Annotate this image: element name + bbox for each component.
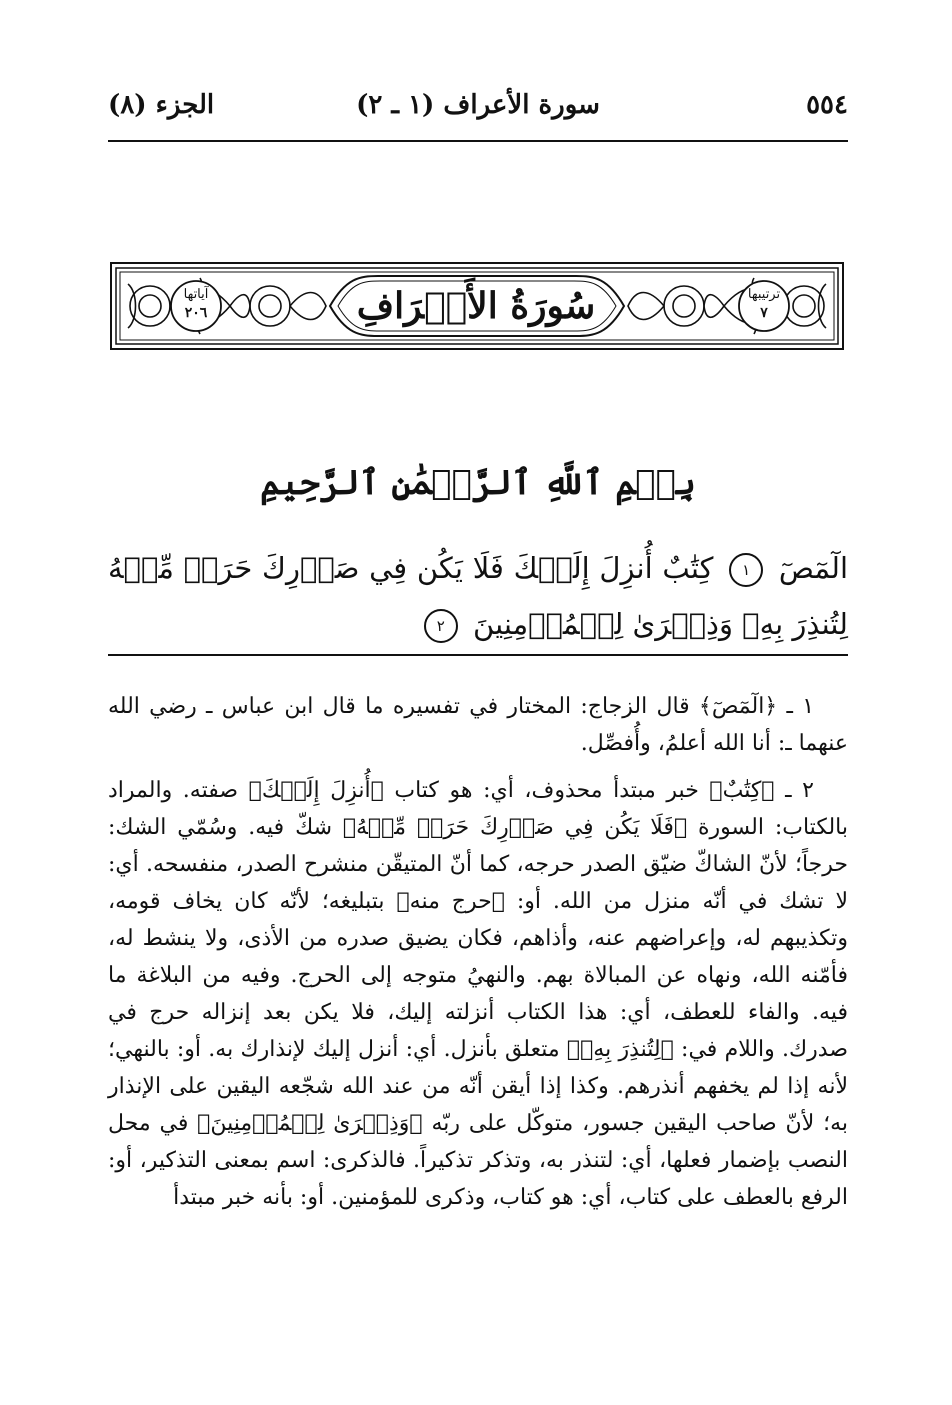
verses-count-number: ٢٠٦ xyxy=(184,305,208,321)
surah-banner xyxy=(110,262,844,350)
juz-label: الجزء (٨) xyxy=(108,90,215,120)
verses-divider xyxy=(108,654,848,656)
basmala: بِسۡمِ ٱللَّهِ ٱلرَّحۡمَٰنِ ٱلرَّحِيمِ xyxy=(260,463,696,503)
verse-1-text: الٓمٓصٓ xyxy=(778,551,849,585)
commentary-paragraph-1: ١ ـ ﴿الٓمٓصٓ﴾ قال الزجاج: المختار في تفسيره ما قال ابن عباس ـ رضي الله عنهما ـ: أنا الله أعلمُ، وأُفصِّل. xyxy=(108,694,848,756)
verses-count-label: آياتها xyxy=(183,287,209,302)
header-divider xyxy=(108,140,848,142)
verse-2-number-marker: ٢ xyxy=(424,609,458,643)
commentary-paragraph-2: ٢ ـ ﴿كِتَٰبٌ﴾ خبر مبتدأ محذوف، أي: هو كتاب ﴿أُنزِلَ إِلَيۡكَ﴾ صفته. والمراد بالكتاب: السورة ﴿فَلَا يَكُن فِي صَدۡرِكَ حَرَجٞ مِّنۡهُ﴾ شكّ فيه. وسُمّي الشك: حرجاً؛ لأنّ الشاكّ ضيّق الصدر حرجه، كما أنّ المتيقّن منشرح الصدر، منفسحه. أي: لا تشك في أنّه منزل من الله. أو: ﴿حرج منه﴾ بتبليغه؛ لأنّه كان يخاف قومه، وتكذيبهم له، وإعراضهم عنه، وأذاهم، فكان يضيق صدره من الأذى، ولا ينشط له، فأمّنه الله، ونهاه عن المبالاة بهم. والنهيُ متوجه إلى الحرج. وفيه من البلاغة ما فيه. والفاء للعطف، أي: هذا الكتاب أنزلته إليك، فلا يكن بعد إنزاله حرج في صدرك. واللام في: ﴿لِتُنذِرَ بِهِۦ﴾ متعلق بأنزل. أي: أنزل إليك لإنذارك به. أو: بالنهي؛ لأنه إذا لم يخفهم أنذرهم. وكذا إذا أيقن أنّه من عند الله شجّعه اليقين على الإنذار به؛ لأنّ صاحب اليقين جسور، متوكّل على ربّه ﴿وَذِكۡرَىٰ لِلۡمُؤۡمِنِينَ﴾ في محل النصب بإضمار فعلها، أي: لتنذر به، وتذكر تذكيراً. فالذكرى: اسم بمعنى التذكير، أو: الرفع بالعطف على كتاب، أي: هو كتاب، وذكرى للمؤمنين. أو: بأنه خبر مبتدأ xyxy=(108,778,848,1210)
quran-verses xyxy=(108,540,848,652)
verse-2-text: كِتَٰبٌ أُنزِلَ إِلَيۡكَ فَلَا يَكُن فِي صَدۡرِكَ حَرَجٞ مِّنۡهُ لِتُنذِرَ بِهِۦ وَذِكۡرَىٰ لِلۡمُؤۡمِنِينَ xyxy=(108,551,848,641)
page-number: ٥٥٤ xyxy=(806,90,848,120)
verses-count-medallion xyxy=(170,280,222,332)
commentary xyxy=(108,688,848,1216)
order-medallion xyxy=(738,280,790,332)
order-label: ترتيبها xyxy=(747,287,781,302)
order-number: ٧ xyxy=(760,305,768,321)
surah-title: سُورَةُ الأَعۡرَافِ xyxy=(356,285,596,327)
surah-range-title: سورة الأعراف (١ ـ ٢) xyxy=(356,90,600,120)
verse-1-number-marker: ١ xyxy=(729,553,763,587)
running-header xyxy=(108,90,848,130)
